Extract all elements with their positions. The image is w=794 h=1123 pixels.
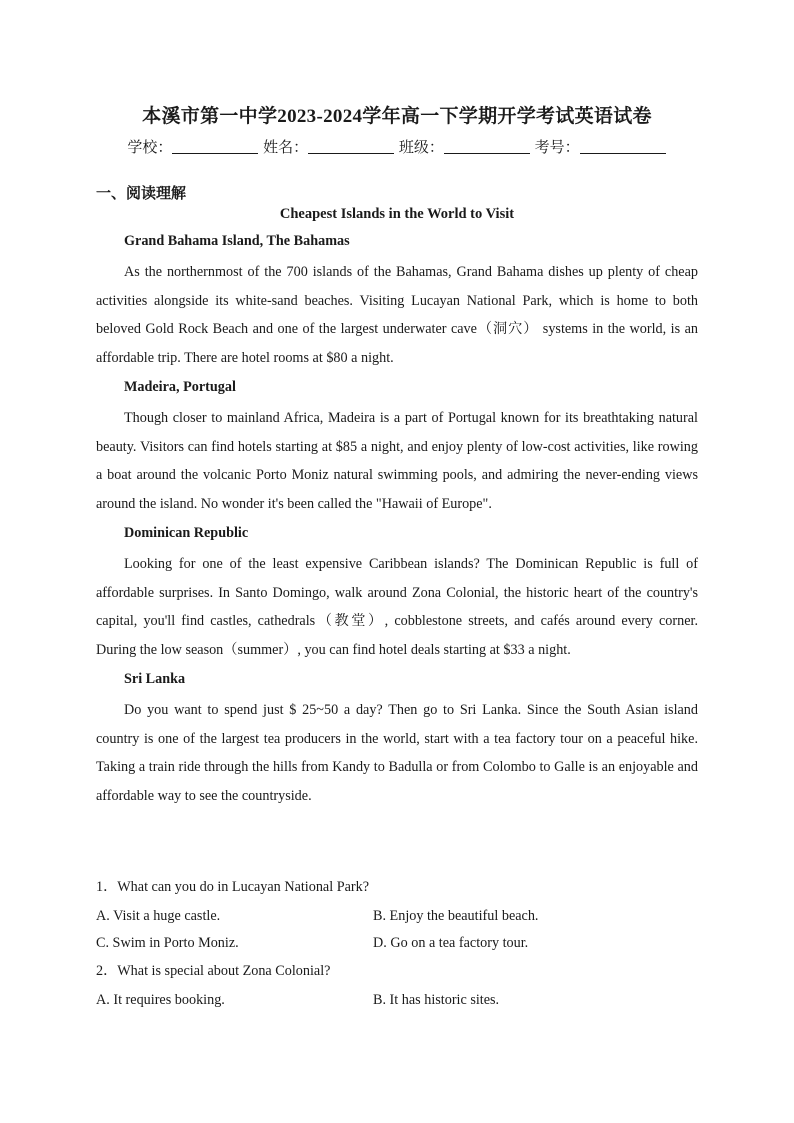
- exam-title: 本溪市第一中学2023-2024学年高一下学期开学考试英语试卷: [142, 106, 652, 127]
- class-label: 班级：: [398, 140, 444, 156]
- option-b: B. It has historic sites.: [373, 992, 500, 1008]
- option-d: D. Go on a tea factory tour.: [373, 935, 529, 951]
- option-a: A. Visit a huge castle.: [96, 908, 221, 924]
- section-heading: 一、阅读理解: [96, 186, 187, 202]
- island-heading: Sri Lanka: [124, 671, 186, 687]
- class-blank: [444, 139, 530, 154]
- island-paragraph: As the northernmost of the 700 islands of the Bahamas, Grand Bahama dishes up plenty of cheap activities alongside its white-sand beaches. Visiting Lucayan National Park, which is home to both beloved Gold Rock Beach and one of the largest underwater cave（洞穴） systems in the world, is an affordable trip. There are hotel rooms at $80 a night.: [96, 264, 698, 366]
- island-heading: Madeira, Portugal: [124, 379, 236, 395]
- option-row: [96, 933, 698, 953]
- island-heading: Dominican Republic: [124, 525, 249, 541]
- option-row: [96, 990, 698, 1010]
- island-paragraph: Do you want to spend just $ 25~50 a day? Then go to Sri Lanka. Since the South Asian island country is one of the largest tea producers in the world, start with a tea factory tour on a peaceful hike. Taking a train ride through the hills from Kandy to Badulla or from Colombo to Galle is an enjoyable and affordable way to see the countryside.: [96, 702, 698, 804]
- island-paragraph: Looking for one of the least expensive Caribbean islands? The Dominican Republic is full of affordable surprises. In Santo Domingo, walk around Zona Colonial, the historic heart of the country's capital, you'll find castles, cathedrals（教堂）, cobblestone streets, and cafés around every corner. During the low season（summer）, you can find hotel deals starting at $33 a night.: [96, 556, 698, 658]
- option-a: A. It requires booking.: [96, 992, 225, 1008]
- passage-title: Cheapest Islands in the World to Visit: [279, 206, 515, 222]
- question-stem: 1．What can you do in Lucayan National Park?: [96, 879, 370, 895]
- student-info-line: [0, 136, 794, 157]
- island-heading: Grand Bahama Island, The Bahamas: [124, 233, 350, 249]
- island-paragraph: Though closer to mainland Africa, Madeira is a part of Portugal known for its breathtaking natural beauty. Visitors can find hotels starting at $85 a night, and enjoy plenty of low-cost activities, like rowing a boat around the volcanic Porto Moniz natural swimming pools, and admiring the never-ending views around the island. No wonder it's been called the "Hawaii of Europe".: [96, 410, 698, 512]
- exam-number-label: 考号：: [534, 140, 580, 156]
- name-blank: [308, 139, 394, 154]
- option-c: C. Swim in Porto Moniz.: [96, 935, 239, 951]
- name-label: 姓名：: [263, 140, 309, 156]
- school-blank: [172, 139, 258, 154]
- school-label: 学校：: [127, 140, 173, 156]
- passage-body: [96, 231, 698, 810]
- option-row: [96, 906, 698, 926]
- question-list: [96, 877, 698, 1017]
- question-stem: 2．What is special about Zona Colonial?: [96, 963, 331, 979]
- exam-number-blank: [580, 139, 666, 154]
- option-b: B. Enjoy the beautiful beach.: [373, 908, 539, 924]
